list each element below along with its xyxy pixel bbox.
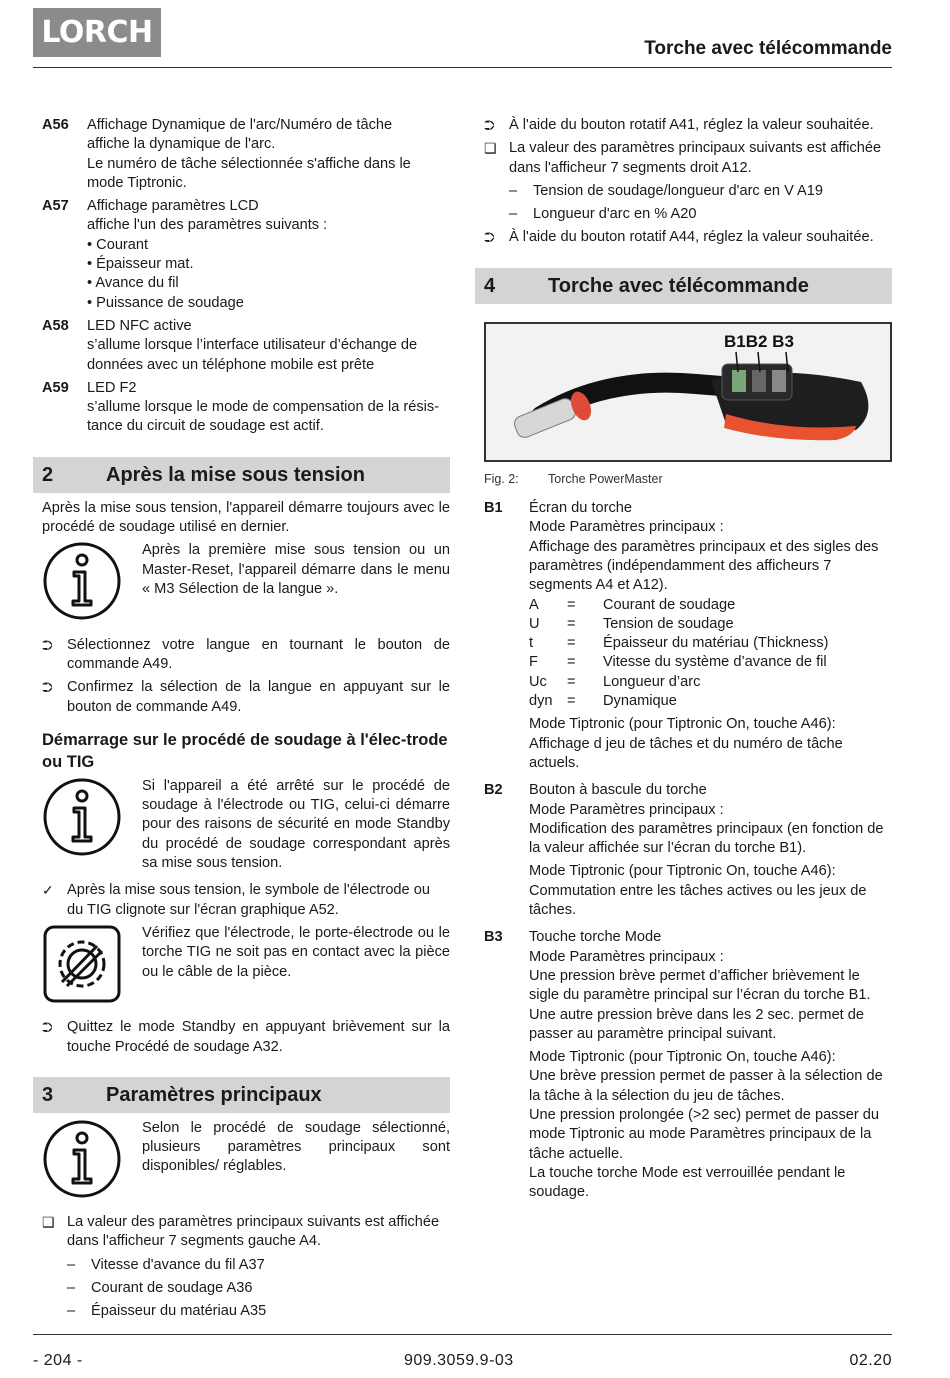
definition-line: affiche la dynamique de l'arc.: [87, 136, 276, 153]
figure-caption: Fig. 2: Torche PowerMaster: [484, 471, 663, 486]
definition-line: Affichage paramètres LCD: [87, 198, 259, 215]
section-2-intro: Après la mise sous tension, l'appareil démarre toujours avec le procédé de soudage utilisé en dernier.: [42, 499, 450, 536]
arrow-step-icon: ⮊: [484, 117, 495, 133]
left-column: [42, 116, 450, 1326]
welding-torch-image: [486, 324, 892, 460]
dash-icon: –: [67, 1303, 76, 1320]
document-number: 909.3059.9-03: [404, 1352, 514, 1369]
definition-code: A57: [42, 198, 69, 215]
definition-line: • Épaisseur mat.: [87, 256, 194, 273]
section-number: 4: [484, 274, 496, 297]
symbol-row: [529, 634, 892, 653]
symbol-value: Longueur d’arc: [603, 673, 701, 690]
page-header-title: Torche avec télécommande: [644, 38, 892, 59]
maintenance-note-text: Vérifiez que l'électrode, le porte-électrode ou le torche TIG ne soit pas en contact avec la pièce ou le câble de la pièce.: [142, 924, 450, 980]
definition-body: [87, 379, 450, 437]
maintenance-note: [42, 924, 450, 1010]
instruction-step: ⮊ Quittez le mode Standby en appuyant brièvement sur la touche Procédé de soudage A32.: [42, 1018, 450, 1057]
footer-divider: [33, 1334, 892, 1335]
right-column: [484, 116, 892, 1210]
section-3-heading: [33, 1077, 450, 1113]
info-note-text: Selon le procédé de soudage sélectionné, plusieurs paramètres principaux sont disponibles/ réglables.: [142, 1119, 450, 1175]
gear-tool-icon: [42, 924, 122, 1004]
torch-figure: [484, 322, 892, 462]
definition-b2: B2 Bouton à bascule du torche Mode Paramètres principaux : Modification des paramètres principaux (en fonction de la valeur affichée sur l’écran du torche B1). Mode Tiptronic (pour Tiptronic On, touche A46): Commutation entre les tâches actives ou les jeux de tâches.: [484, 782, 884, 919]
definition-line: Affichage Dynamique de l'arc/Numéro de tâche: [87, 117, 393, 133]
definition-line: • Puissance de soudage: [87, 294, 244, 311]
lorch-logo: LORCH: [33, 8, 161, 57]
symbol-equals: =: [567, 673, 576, 690]
definition-item: [42, 197, 450, 313]
definition-line: Écran du torche: [529, 500, 633, 517]
arrow-step-icon: ⮊: [42, 636, 53, 653]
arrow-step-icon: ⮊: [42, 679, 53, 696]
dash-text: Courant de soudage A36: [91, 1279, 253, 1296]
document-date: 02.20: [849, 1352, 892, 1369]
definition-line: LED NFC active: [87, 317, 192, 334]
parameter-symbol-table: [529, 596, 892, 712]
dash-item: [509, 205, 892, 224]
definition-line: • Avance du fil: [87, 275, 179, 292]
symbol-equals: =: [567, 654, 576, 671]
symbol-row: [529, 673, 892, 692]
dash-text: Tension de soudage/longueur d'arc en V A19: [533, 182, 824, 199]
definition-line: tance du circuit de soudage est actif.: [87, 418, 324, 435]
definition-b3: B3 Touche torche Mode Mode Paramètres principaux : Une pression brève permet d’afficher brièvement le sigle du paramètre principal sur l’écran du torche B1. Une autre pression brève dans les 2 sec. permet de passer au paramètre principal suivant. Mode Tiptronic (pour Tiptronic On, touche A46): Une brève pression permet de passer à la sélection de la tâche à la sélection du jeu de tâches. Une pression prolongée (>2 sec) permet de passer du mode Tiptronic au mode Paramètres principaux de la tâche actuelle. La touche torche Mode est verrouillée pendant le soudage.: [484, 929, 883, 1201]
symbol-value: Tension de soudage: [603, 615, 734, 632]
symbol-row: [529, 653, 892, 672]
header-divider: [33, 67, 892, 68]
checkmark-icon: ✓: [42, 882, 54, 899]
dash-text: Épaisseur du matériau A35: [91, 1303, 267, 1320]
symbol-row: [529, 615, 892, 634]
section-title: Torche avec télécommande: [548, 274, 809, 297]
symbol-equals: =: [567, 615, 576, 632]
symbol-key: U: [529, 615, 540, 632]
checkbox-icon: ❑: [42, 1214, 55, 1231]
symbol-equals: =: [567, 693, 576, 710]
definition-line: données avec un téléphone mobile est prête: [87, 356, 375, 373]
dash-icon: –: [67, 1256, 76, 1273]
dash-icon: –: [509, 182, 518, 199]
definition-code: A56: [42, 117, 69, 133]
symbol-row: [529, 596, 892, 615]
section-number: 2: [42, 463, 54, 486]
definition-code: A59: [42, 379, 69, 396]
info-note: [42, 1119, 450, 1205]
section-2-heading: [33, 457, 450, 493]
definition-item: [42, 116, 450, 193]
dash-list: [42, 1256, 450, 1322]
definition-line: Affichage des paramètres principaux et des sigles des paramètres (indépendamment des afficheurs 7 segments A4 et A12).: [529, 538, 879, 594]
symbol-key: A: [529, 596, 539, 613]
definition-body: [87, 197, 450, 313]
definition-body: [87, 116, 450, 193]
checklist-item: ❑ La valeur des paramètres principaux suivants est affichée dans l'afficheur 7 segments gauche A4.: [42, 1213, 450, 1252]
symbol-value: Vitesse du système d’avance de fil: [603, 654, 827, 671]
dash-text: Longueur d'arc en % A20: [533, 206, 697, 223]
instruction-step: ⮊ À l'aide du bouton rotatif A41, réglez la valeur souhaitée.: [484, 116, 892, 135]
definition-list: [42, 116, 450, 437]
definition-line: affiche l'un des paramètres suivants :: [87, 217, 328, 234]
info-icon: [42, 541, 122, 621]
checklist-item: ❑ La valeur des paramètres principaux suivants est affichée dans l'afficheur 7 segments droit A12.: [484, 139, 892, 178]
dash-icon: –: [509, 206, 518, 223]
dash-item: [509, 182, 892, 201]
figure-callout-label: B1B2 B3: [724, 331, 794, 351]
definition-line: • Courant: [87, 236, 149, 253]
arrow-step-icon: ⮊: [42, 1019, 53, 1036]
info-icon: [42, 777, 122, 857]
section-number: 3: [42, 1083, 54, 1106]
section-4-heading: [475, 268, 892, 304]
info-note-text: Si l'appareil a été arrêté sur le procédé de soudage à l'électrode ou TIG, celui-ci démarre pour des raisons de sécurité en mode Standby du procédé de soudage correspondant après sa mise sous tension.: [142, 777, 450, 872]
definition-item: [42, 379, 450, 437]
symbol-key: F: [529, 654, 538, 671]
definition-body: [87, 317, 450, 375]
section-title: Paramètres principaux: [106, 1083, 322, 1106]
definition-line: Mode Paramètres principaux :: [529, 519, 724, 536]
info-icon: [42, 1119, 122, 1199]
checkbox-icon: ❑: [484, 140, 497, 157]
info-note: [42, 777, 450, 873]
definition-code: A58: [42, 317, 69, 334]
symbol-key: dyn: [529, 693, 553, 710]
instruction-step: ⮊ Confirmez la sélection de la langue en appuyant sur le bouton de commande A49.: [42, 678, 450, 717]
definition-b1: B1 Écran du torche Mode Paramètres principaux : Affichage des paramètres principaux et des sigles des paramètres (indépendamment des afficheurs 7 segments A4 et A12). A = Courant de soudage U = Tension de soudage t = Épaisseur du matériau (Thickness) F = Vitesse du système d’avance de fil Uc = Longueur d’arc dyn = Dynamique Mode Tiptronic (pour Tiptronic On, touche A46): Affichage d jeu de tâches et du numéro de tâche actuels.: [484, 499, 892, 777]
symbol-key: t: [529, 635, 534, 652]
dash-text: Vitesse d'avance du fil A37: [91, 1256, 265, 1273]
result-step: ✓ Après la mise sous tension, le symbole de l'électrode ou du TIG clignote sur l'écran graphique A52.: [42, 881, 450, 920]
definition-line: s’allume lorsque l’interface utilisateur d’échange de: [87, 337, 418, 354]
dash-item: [67, 1302, 450, 1321]
dash-list: [484, 182, 892, 225]
dash-item: [67, 1256, 450, 1275]
definition-line: Le numéro de tâche sélectionnée s'affiche dans le: [87, 155, 411, 172]
symbol-value: Dynamique: [603, 693, 677, 710]
definition-line: LED F2: [87, 379, 137, 396]
page-number: - 204 -: [33, 1352, 83, 1369]
dash-icon: –: [67, 1279, 76, 1296]
definition-line: s’allume lorsque le mode de compensation de la résis-: [87, 399, 440, 416]
section-title: Après la mise sous tension: [106, 463, 365, 486]
symbol-value: Courant de soudage: [603, 596, 736, 613]
definition-item: [42, 317, 450, 375]
symbol-row: [529, 692, 892, 711]
info-note-text: Après la première mise sous tension ou un Master-Reset, l'appareil démarre dans le menu « M3 Sélection de la langue ».: [142, 542, 450, 597]
definition-line: mode Tiptronic.: [87, 174, 187, 191]
arrow-step-icon: ⮊: [484, 229, 495, 246]
symbol-equals: =: [567, 635, 576, 652]
instruction-step: ⮊ À l'aide du bouton rotatif A44, réglez la valeur souhaitée.: [484, 228, 892, 247]
symbol-value: Épaisseur du matériau (Thickness): [603, 635, 829, 652]
info-note: [42, 541, 450, 627]
subsection-heading: Démarrage sur le procédé de soudage à l'élec-trode ou TIG: [42, 730, 448, 771]
symbol-key: Uc: [529, 673, 547, 690]
symbol-equals: =: [567, 596, 576, 613]
instruction-step: ⮊ Sélectionnez votre langue en tournant le bouton de commande A49.: [42, 636, 450, 675]
dash-item: [67, 1279, 450, 1298]
